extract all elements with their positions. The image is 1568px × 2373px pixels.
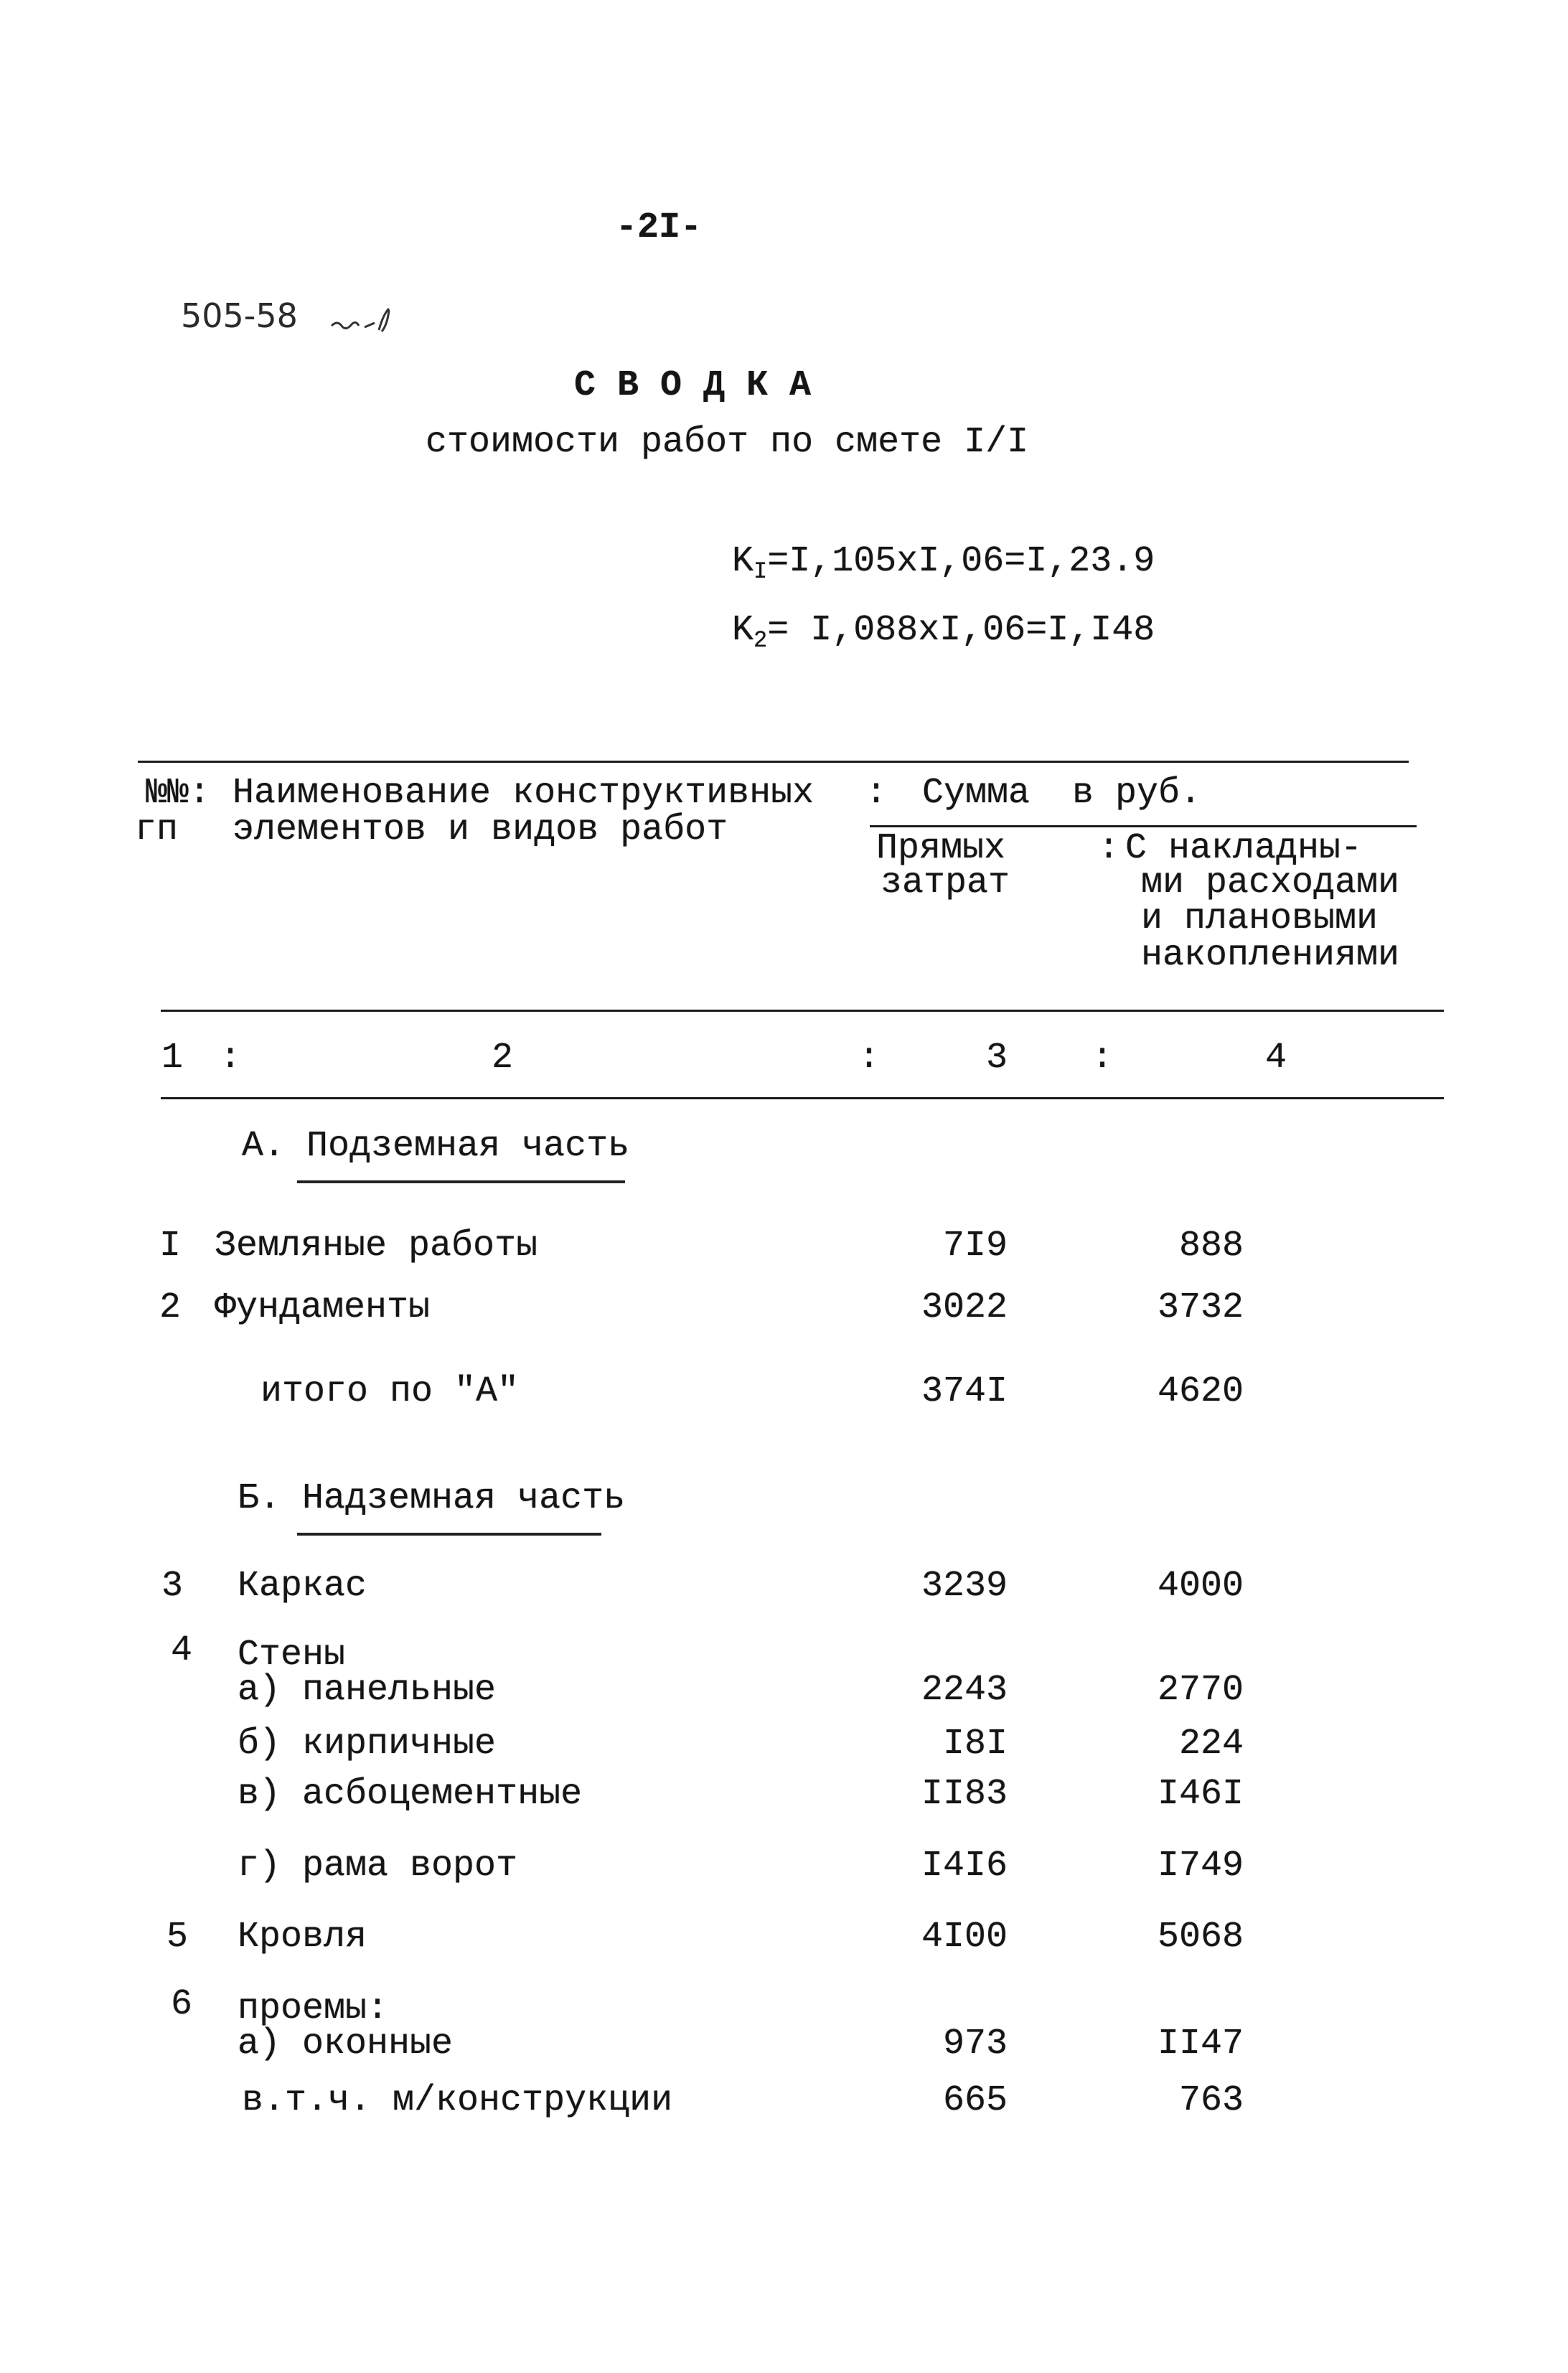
subtotal-direct-cost: 374I: [921, 1371, 1008, 1412]
column-separator: :: [220, 1038, 242, 1079]
row-name: в.т.ч. м/конструкции: [242, 2080, 673, 2121]
row-direct-cost: II83: [921, 1774, 1008, 1815]
row-number: 6: [171, 1984, 193, 2025]
row-number: 2: [159, 1287, 182, 1328]
row-direct-cost: I8I: [942, 1724, 1008, 1765]
row-name: Каркас: [238, 1566, 367, 1607]
header-overhead-costs: С накладны-: [1125, 828, 1363, 869]
header-direct-costs-2: затрат: [881, 863, 1010, 903]
row-total-cost: 5068: [1157, 1917, 1244, 1958]
coefficient-symbol: K: [732, 610, 754, 651]
row-total-cost: 3732: [1157, 1287, 1244, 1328]
row-name: а) оконные: [238, 2024, 454, 2064]
row-number: 5: [166, 1917, 189, 1958]
table-top-rule: [138, 761, 1409, 763]
row-direct-cost: I4I6: [921, 1846, 1008, 1886]
header-name-label-2: элементов и видов работ: [233, 809, 728, 850]
section-title: Б. Надземная часть: [238, 1478, 626, 1519]
header-bottom-rule: [161, 1010, 1444, 1012]
subtotal-total-cost: 4620: [1157, 1371, 1244, 1412]
row-total-cost: 224: [1178, 1724, 1244, 1765]
row-total-cost: I749: [1157, 1846, 1244, 1886]
header-sum-label: Сумма: [922, 773, 1031, 814]
document-code: 505-58: [181, 296, 298, 335]
section-title: А. Подземная часть: [242, 1126, 630, 1167]
page-number: -2I-: [616, 207, 703, 248]
row-total-cost: 2770: [1157, 1670, 1244, 1711]
section-title-underline: [297, 1180, 625, 1183]
row-name: проемы:: [238, 1988, 389, 2029]
coefficient-symbol: K: [732, 541, 754, 582]
row-total-cost: 4000: [1157, 1566, 1244, 1607]
document-subtitle: стоимости работ по смете I/I: [426, 422, 1029, 463]
row-total-cost: II47: [1157, 2024, 1244, 2064]
row-name: Кровля: [238, 1917, 367, 1958]
coefficient-formula: = I,088xI,06=I,I48: [767, 610, 1155, 651]
row-name: Стены: [238, 1635, 346, 1676]
row-total-cost: I46I: [1157, 1774, 1244, 1815]
coefficient-k1: [732, 541, 1155, 585]
header-num-label: №№:: [146, 773, 211, 814]
coefficient-k2: [732, 610, 1155, 654]
row-direct-cost: 2243: [921, 1670, 1008, 1711]
header-currency: в руб.: [1072, 773, 1202, 814]
document-title: С В О Д К А: [574, 365, 812, 406]
header-overhead-costs-3: и плановыми: [1141, 898, 1379, 939]
row-direct-cost: 665: [942, 2080, 1008, 2121]
header-overhead-costs-2: ми расходами: [1141, 863, 1400, 903]
row-direct-cost: 7I9: [942, 1226, 1008, 1267]
header-separator: :: [1098, 828, 1120, 869]
row-total-cost: 888: [1178, 1226, 1244, 1267]
column-numbers-rule: [161, 1097, 1444, 1099]
row-number: 3: [161, 1566, 184, 1607]
row-direct-cost: 3239: [921, 1566, 1008, 1607]
column-separator: :: [858, 1038, 881, 1079]
row-number: 4: [171, 1630, 193, 1671]
row-name: а) панельные: [238, 1670, 497, 1711]
row-direct-cost: 4I00: [921, 1917, 1008, 1958]
column-number: 3: [986, 1038, 1008, 1079]
handwritten-mark: [329, 301, 408, 337]
column-number: 1: [161, 1038, 184, 1079]
column-number: 2: [492, 1038, 514, 1079]
header-num-label-2: гп: [135, 809, 179, 850]
header-overhead-costs-4: накоплениями: [1141, 935, 1400, 976]
column-number: 4: [1265, 1038, 1287, 1079]
header-name-label: Наименование конструктивных: [233, 773, 814, 814]
row-name: б) кирпичные: [238, 1724, 497, 1765]
section-title-underline: [297, 1533, 601, 1536]
row-name: Земляные работы: [215, 1226, 538, 1267]
coefficient-formula: =I,105xI,06=I,23.9: [767, 541, 1155, 582]
row-total-cost: 763: [1178, 2080, 1244, 2121]
row-name: Фундаменты: [215, 1287, 431, 1328]
header-direct-costs: Прямых: [876, 828, 1006, 869]
row-number: I: [159, 1226, 182, 1267]
row-name: г) рама ворот: [238, 1846, 518, 1886]
row-direct-cost: 3022: [921, 1287, 1008, 1328]
row-direct-cost: 973: [942, 2024, 1008, 2064]
header-sum-rule: [870, 825, 1417, 827]
coefficient-index: I: [754, 558, 768, 585]
header-separator: :: [865, 773, 888, 814]
subtotal-label: итого по "А": [260, 1371, 520, 1412]
row-name: в) асбоцементные: [238, 1774, 583, 1815]
coefficient-index: 2: [754, 627, 768, 654]
column-separator: :: [1092, 1038, 1114, 1079]
